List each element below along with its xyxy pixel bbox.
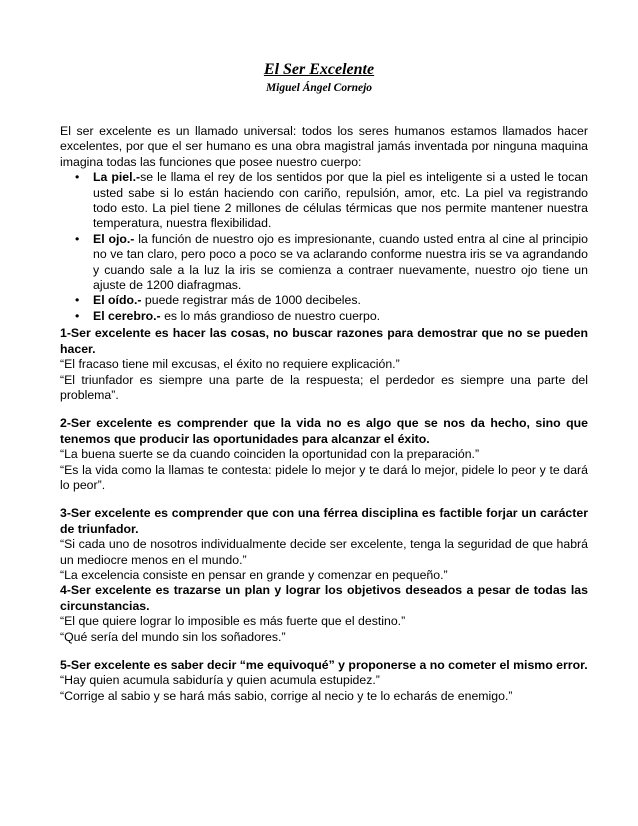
section-quote: “El fracaso tiene mil excusas, el éxito no requiere explicación.”: [60, 357, 400, 372]
section-heading: 1-Ser excelente es hacer las cosas, no buscar razones para demostrar que no se pueden hacer.: [60, 326, 588, 356]
organ-text: es lo más grandioso de nuestro cuerpo.: [160, 308, 381, 323]
section-quote: “El triunfador es siempre una parte de la respuesta; el perdedor es siempre una parte del problema”.: [60, 372, 588, 402]
section-5: [60, 658, 588, 704]
section-heading: 2-Ser excelente es comprender que la vida no es algo que se nos da hecho, sino que tenemos que producir las oportunidades para alcanzar el éxito.: [60, 416, 588, 446]
section-quote: “La excelencia consiste en pensar en grande y comenzar en pequeño.”: [60, 567, 448, 582]
organ-text: la función de nuestro ojo es impresionante, cuando usted entra al cine al principio no ve tan claro, pero poco a poco se va aclarando conforme nuestra iris se va agrandando y cuando sale a la luz la iris se comienza a contraer nuevamente, nuestro ojo tiene un ajuste de 1200 diafragmas.: [93, 231, 588, 293]
intro-paragraph: El ser excelente es un llamado universal: todos los seres humanos estamos llamados hacer excelentes, por que el ser humano es una obra magistral jamás inventada por ninguna maquina imagina todas las funciones que posee nuestro cuerpo:: [60, 124, 588, 169]
section-quote: “Hay quien acumula sabiduría y quien acumula estupidez.”: [60, 673, 380, 688]
organ-label: El ojo.-: [93, 231, 135, 246]
section-quote: “Qué sería del mundo sin los soñadores.”: [60, 629, 286, 644]
section-3: [60, 506, 588, 583]
bullet-icon: •: [75, 170, 80, 185]
bullet-icon: •: [75, 308, 80, 323]
organ-text: se le llama el rey de los sentidos por que la piel es inteligente si a usted le tocan usted sabe si lo están haciendo con cariño, repulsión, amor, etc. La piel va registrando todo esto. La piel tiene 2 millones de células térmicas que nos permite mantener nuestra temperatura, nuestra flexibilidad.: [93, 170, 588, 231]
organ-label: El oído.-: [93, 293, 142, 308]
section-quote: “El que quiere lograr lo imposible es más fuerte que el destino.”: [60, 614, 406, 629]
list-item: [60, 232, 588, 294]
organ-list: [60, 170, 588, 324]
organ-label: La piel.-: [93, 170, 141, 185]
section-heading: 3-Ser excelente es comprender que con una férrea disciplina es factible forjar un carácter de triunfador.: [60, 506, 588, 536]
organ-text: puede registrar más de 1000 decibeles.: [141, 293, 361, 308]
title-block: [0, 60, 638, 96]
section-quote: “Es la vida como la llamas te contesta: pidele lo mejor y te dará lo mejor, pidele lo peor y te dará lo peor”.: [60, 462, 588, 492]
bullet-icon: •: [75, 231, 80, 246]
section-quote: “Si cada uno de nosotros individualmente decide ser excelente, tenga la seguridad de que habrá un mediocre menos en el mundo.”: [60, 537, 588, 567]
document-body: [60, 124, 588, 704]
section-2: [60, 416, 588, 493]
section-heading: 5-Ser excelente es saber decir “me equivoqué” y proponerse a no cometer el mismo error.: [60, 658, 588, 672]
section-quote: “La buena suerte se da cuando coinciden la oportunidad con la preparación.”: [60, 447, 480, 462]
bullet-icon: •: [75, 293, 80, 308]
list-item: [60, 309, 588, 324]
section-quote: “Corrige al sabio y se hará más sabio, corrige al necio y te lo echarás de enemigo.”: [60, 688, 513, 703]
list-item: [60, 170, 588, 232]
section-4: [60, 583, 588, 645]
section-heading: 4-Ser excelente es trazarse un plan y lograr los objetivos deseados a pesar de todas las circunstancias.: [60, 583, 588, 613]
document-author: Miguel Ángel Cornejo: [265, 82, 373, 94]
document-title: El Ser Excelente: [263, 61, 375, 78]
organ-label: El cerebro.-: [93, 308, 161, 323]
section-1: [60, 326, 588, 403]
list-item: [60, 293, 588, 308]
